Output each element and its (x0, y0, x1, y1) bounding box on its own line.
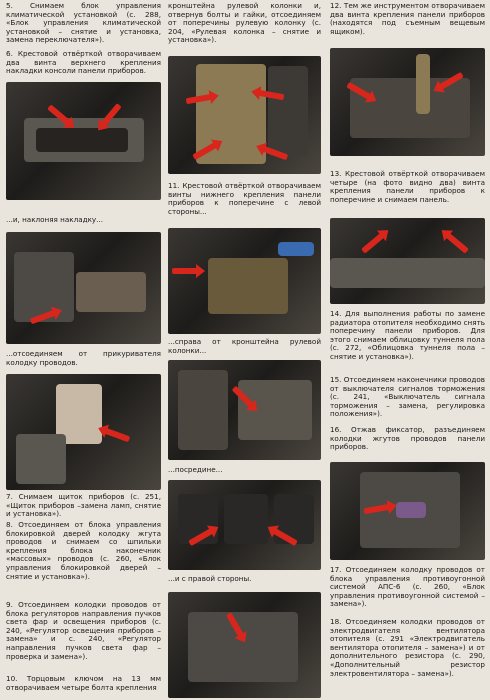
caption-lighter-plug: ...отсоединяем от прикуривателя колодку проводов. (6, 349, 161, 367)
step-7-text: 7. Снимаем щиток приборов (с. 251, «Щиток приборов –замена ламп, снятие и установка»). (6, 492, 161, 519)
caption-right-side: ...и с правой стороны. (168, 574, 252, 583)
photo-fuse-box-left (168, 228, 321, 334)
step-11-text: 11. Крестовой отвёрткой отворачиваем винты нижнего крепления панели приборов к поперечине с левой стороны... (168, 181, 321, 216)
step-5-text: 5. Снимаем блок управления климатической установкой (с. 288, «Блок управления климатической установкой – снятие и установка, замена переключателя»). (6, 1, 161, 45)
step-9-text: 9. Отсоединяем колодки проводов от блока регуляторов направления пучков света фар и освещения приборов (с. 240, «Регулятор освещения приборов – замена» и с. 240, «Регулятор направления пучков света фар – проверка и замена»). (6, 600, 161, 661)
photo-harness-connectors (330, 462, 485, 560)
red-arrow-icon (172, 268, 198, 274)
photo-middle-vents (168, 480, 321, 570)
red-arrow-icon (445, 232, 469, 253)
step-15-text: 15. Отсоединяем наконечники проводов от выключателя сигналов торможения (с. 241, «Выключатель сигнала торможения – замена, регулировка положения»). (330, 375, 485, 419)
step-12-text: 12. Тем же инструментом отворачиваем два винта крепления панели приборов (находятся под съемным вещевым ящиком). (330, 1, 485, 36)
photo-lighter-connector (6, 374, 161, 490)
step-13-text: 13. Крестовой отвёрткой отворачиваем четыре (на фото видно два) винта крепления панели приборов к поперечине и снимаем панель. (330, 169, 485, 204)
step-8-text: 8. Отсоединяем от блока управления блокировкой дверей колодку жгута проводов и снимаем со шпильки крепления блока наконечник «массовых» проводов (с. 260, «Блок управления блокировкой дверей – снятие и установка»). (6, 520, 161, 581)
step-10-text: 10. Торцовым ключом на 13 мм отворачиваем четыре болта крепления (6, 674, 161, 692)
caption-right-of-column: ...справа от кронштейна рулевой колонки... (168, 337, 321, 355)
photo-steering-bracket (168, 56, 321, 174)
caption-tilt-trim: ...и, наклоняя накладку... (6, 215, 104, 224)
photo-right-of-column (168, 360, 321, 460)
step-10-cont-text: кронштейна рулевой колонки и, отвернув болты и гайки, отсоединяем от поперечины рулевую колонку (с. 204, «Рулевая колонка – снятие и установка»). (168, 1, 321, 45)
caption-middle: ...посредине... (168, 465, 223, 474)
step-6-text: 6. Крестовой отвёрткой отворачиваем два винта верхнего крепления накладки консоли панели приборов. (6, 49, 161, 76)
photo-console-trim (6, 82, 161, 200)
red-arrow-icon (104, 428, 130, 443)
photo-panel-top (330, 218, 485, 304)
step-16-text: 16. Отжав фиксатор, разъединяем колодки жгутов проводов панели приборов. (330, 425, 485, 452)
step-14-text: 14. Для выполнения работы по замене радиатора отопителя необходимо снять поперечину панели приборов. Для этого снимаем облицовку туннеля пола (с. 272, «Облицовка туннеля пола – снятие и установка»). (330, 309, 485, 361)
photo-right-side (168, 592, 321, 698)
step-17-text: 17. Отсоединяем колодку проводов от блока управления противоугонной системой АПС-6 (с. 260, «Блок управления противоугонной системой – замена»). (330, 565, 485, 609)
photo-glovebox-area (330, 48, 485, 156)
red-arrow-icon (361, 232, 385, 253)
photo-trim-lifted (6, 232, 161, 344)
step-18-text: 18. Отсоединяем колодки проводов от электродвигателя вентилятора отопителя (с. 291 «Электродвигатель вентилятора отопителя – замена») и от дополнительного резистора (с. 290, «Дополнительный резистор электровентилятора – замена»). (330, 617, 485, 678)
